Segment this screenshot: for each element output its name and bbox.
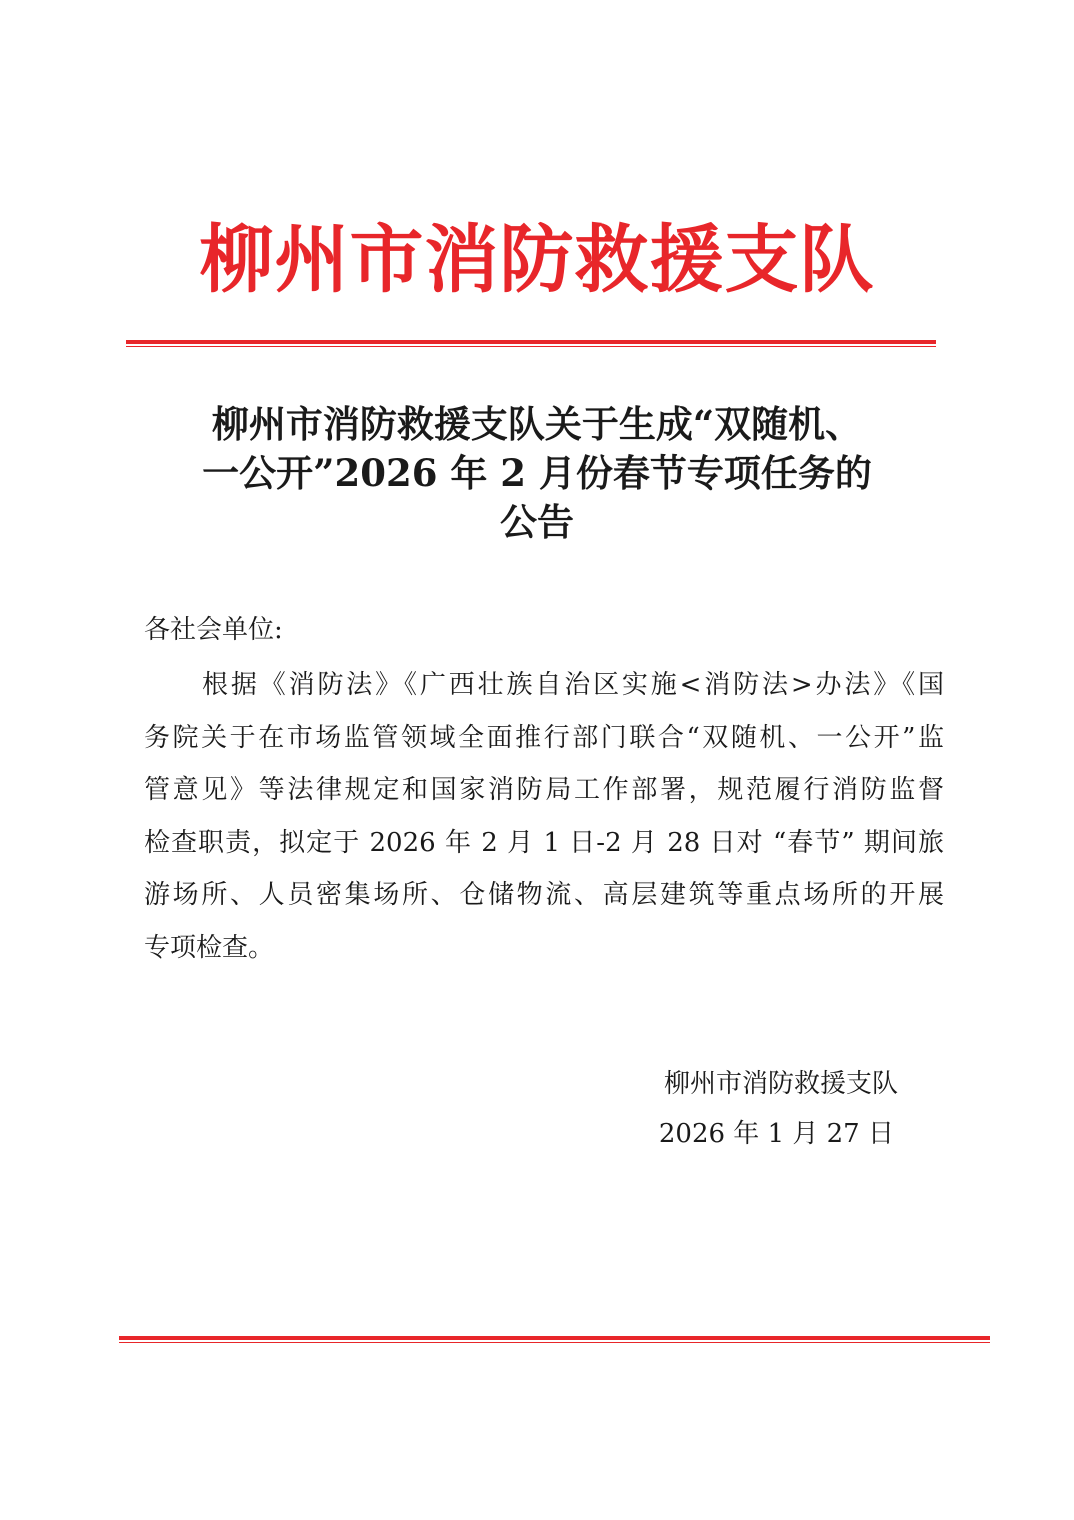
header-divider (126, 340, 936, 347)
body-line: 根据《消防法》《广西壮族自治区实施<消防法>办法》《国 (202, 670, 944, 700)
body-line: 专项检查。 (144, 932, 275, 963)
issuing-org-header: 柳州市消防救援支队 (199, 217, 875, 303)
salutation: 各社会单位: (144, 615, 283, 645)
body-line: 游场所、人员密集场所、仓储物流、高层建筑等重点场所的开展 (144, 880, 944, 910)
document-title-line: 一公开”2026 年 2 月份春节专项任务的 (202, 451, 872, 495)
document-title-line: 柳州市消防救援支队关于生成“双随机、 (211, 402, 863, 446)
document-title-line: 公告 (500, 500, 574, 544)
body-paragraph (144, 659, 944, 974)
footer-divider (119, 1336, 990, 1343)
body-line: 检查职责，拟定于 2026 年 2 月 1 日-2 月 28 日对 “春节” 期间旅 (144, 827, 944, 858)
signature-org: 柳州市消防救援支队 (663, 1069, 898, 1099)
signature-date: 2026 年 1 月 27 日 (658, 1119, 894, 1149)
document-title (120, 400, 954, 547)
body-line: 务院关于在市场监管领域全面推行部门联合“双随机、一公开”监 (144, 722, 944, 753)
body-line: 管意见》等法律规定和国家消防局工作部署，规范履行消防监督 (144, 775, 944, 805)
